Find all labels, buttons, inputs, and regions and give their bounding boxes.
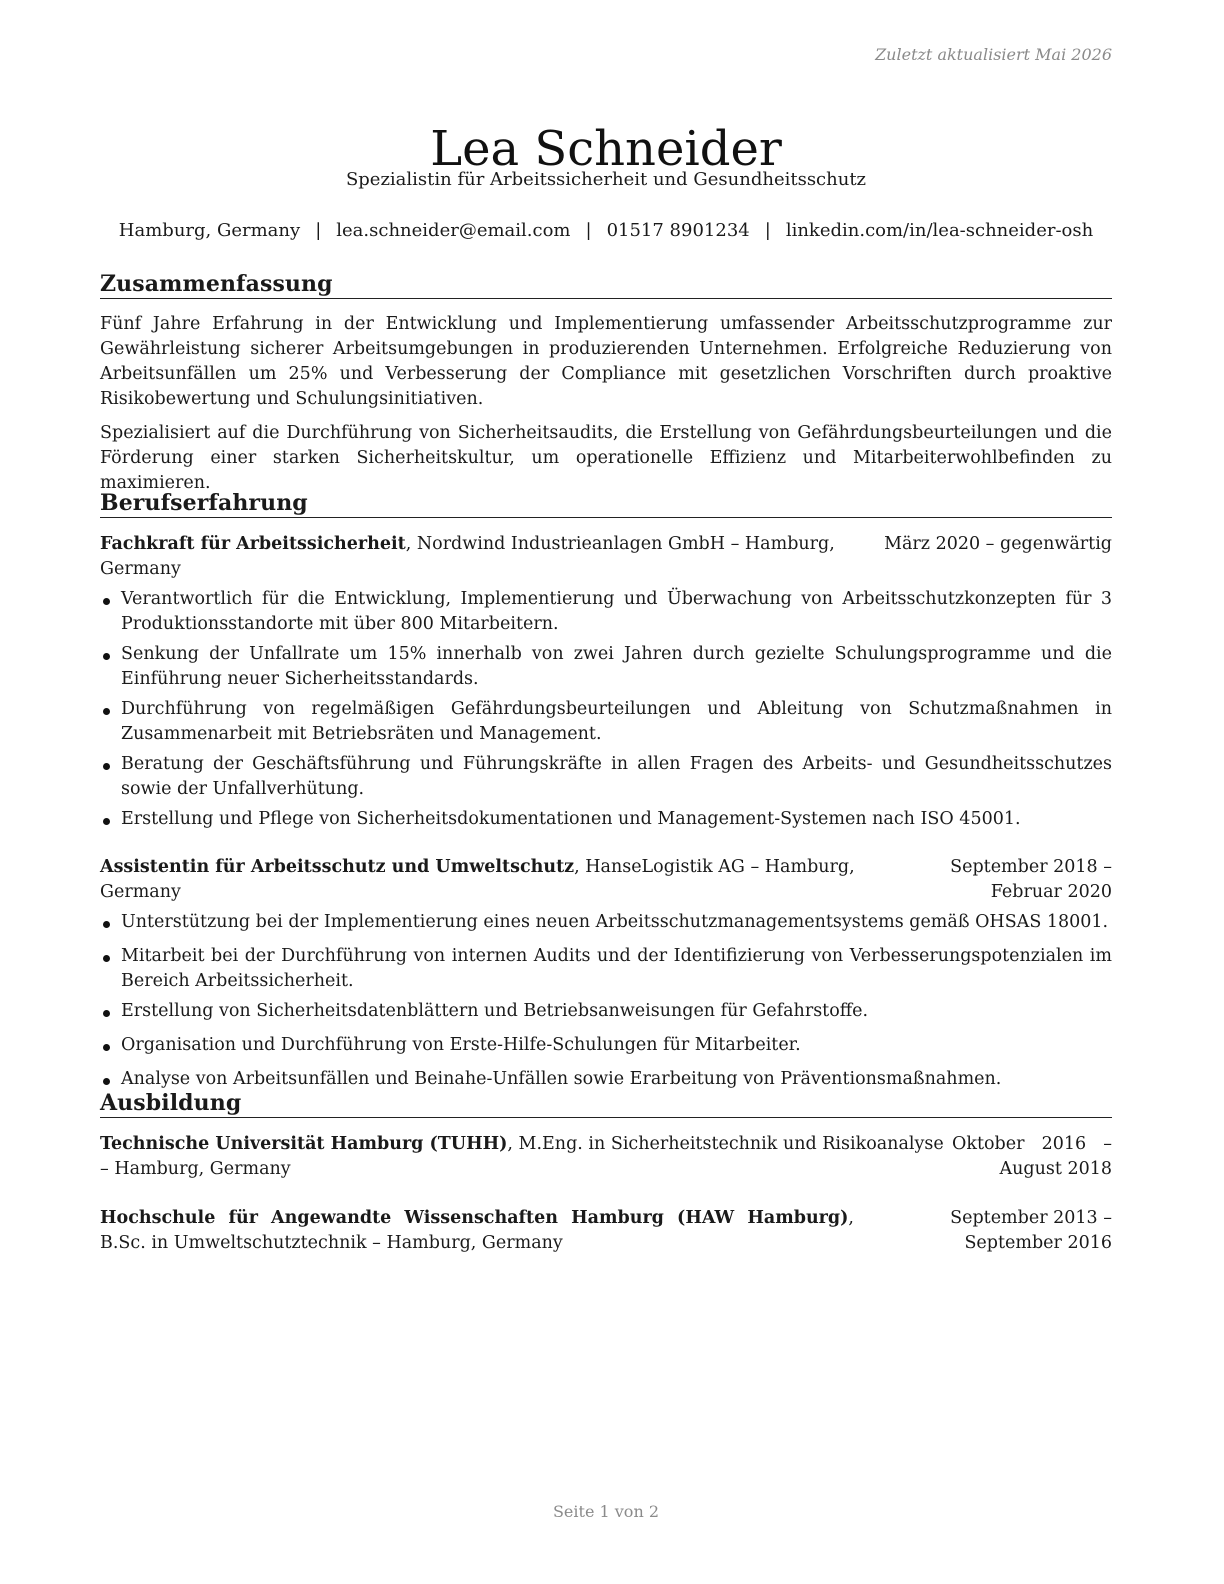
job-entry	[100, 532, 1112, 832]
list-item	[100, 999, 1112, 1024]
job-role-company	[100, 532, 876, 582]
list-item	[100, 944, 1112, 994]
bullet-icon	[103, 708, 110, 715]
education-school: Technische Universität Hamburg (TUHH)	[100, 1134, 508, 1154]
education-degree: , M.Eng. in Sicherheitstechnik und Risikoanalyse – Hamburg, Germany	[100, 1134, 944, 1179]
job-bullet-list	[100, 587, 1112, 832]
bullet-text: Verantwortlich für die Entwicklung, Implementierung und Überwachung von Arbeitsschutzkonzepten für 3 Produktionsstandorte mit über 800 Mitarbeitern.	[121, 589, 1112, 634]
job-header	[100, 855, 1112, 905]
education-degree: , B.Sc. in Umweltschutztechnik – Hamburg, Germany	[100, 1208, 854, 1253]
bullet-icon	[103, 653, 110, 660]
contact-separator: |	[315, 220, 322, 241]
bullet-text: Erstellung von Sicherheitsdatenblättern und Betriebsanweisungen für Gefahrstoffe.	[121, 1001, 869, 1021]
education-section	[100, 1090, 1112, 1256]
summary-section	[100, 271, 1112, 496]
list-item	[100, 697, 1112, 747]
job-dates: September 2018 – Februar 2020	[950, 857, 1112, 902]
experience-section	[100, 490, 1112, 1097]
job-company: , HanseLogistik AG – Hamburg, Germany	[100, 857, 855, 902]
list-item	[100, 1033, 1112, 1058]
section-title-summary: Zusammenfassung	[100, 271, 1112, 299]
bullet-icon	[103, 1044, 110, 1051]
contact-linkedin[interactable]: linkedin.com/in/lea-schneider-osh	[785, 220, 1094, 241]
job-company: , Nordwind Industrieanlagen GmbH – Hamburg, Germany	[100, 534, 835, 579]
bullet-text: Analyse von Arbeitsunfällen und Beinahe-Unfällen sowie Erarbeitung von Präventionsmaßnahmen.	[121, 1069, 1002, 1089]
education-dates: Oktober 2016 – August 2018	[952, 1134, 1112, 1179]
bullet-icon	[103, 598, 110, 605]
bullet-icon	[103, 1010, 110, 1017]
bullet-text: Senkung der Unfallrate um 15% innerhalb von zwei Jahren durch gezielte Schulungsprogramme und die Einführung neuer Sicherheitsstandards.	[121, 644, 1112, 689]
contact-separator: |	[764, 220, 771, 241]
bullet-text: Organisation und Durchführung von Erste-Hilfe-Schulungen für Mitarbeiter.	[121, 1035, 801, 1055]
bullet-text: Mitarbeit bei der Durchführung von internen Audits und der Identifizierung von Verbesserungspotenzialen im Bereich Arbeitssicherheit.	[121, 946, 1112, 991]
education-dates: September 2013 – September 2016	[950, 1208, 1112, 1253]
job-bullet-list	[100, 910, 1112, 1092]
bullet-icon	[103, 921, 110, 928]
contact-location: Hamburg, Germany	[118, 220, 301, 241]
education-entry	[100, 1132, 1112, 1182]
contact-line	[100, 219, 1112, 243]
bullet-icon	[103, 763, 110, 770]
summary-paragraph: Fünf Jahre Erfahrung in der Entwicklung und Implementierung umfassender Arbeitsschutzprogramme zur Gewährleistung sicherer Arbeitsumgebungen in produzierenden Unternehmen. Erfolgreiche Reduzierung von Arbeitsunfällen um 25% und Verbesserung der Compliance mit gesetzlichen Vorschriften durch proaktive Risikobewertung und Schulungsinitiativen.	[100, 314, 1112, 409]
job-title: Spezialistin für Arbeitssicherheit und Gesundheitsschutz	[345, 169, 867, 190]
section-title-experience: Berufserfahrung	[100, 490, 1112, 518]
contact-phone: 01517 8901234	[606, 220, 750, 241]
bullet-icon	[103, 1078, 110, 1085]
list-item	[100, 642, 1112, 692]
list-item	[100, 1067, 1112, 1092]
bullet-icon	[103, 818, 110, 825]
bullet-text: Durchführung von regelmäßigen Gefährdungsbeurteilungen und Ableitung von Schutzmaßnahmen in Zusammenarbeit mit Betriebsräten und Management.	[121, 699, 1112, 744]
last-updated-note: Zuletzt aktualisiert Mai 2026	[875, 45, 1112, 64]
page-number: Seite 1 von 2	[552, 1502, 660, 1521]
list-item	[100, 587, 1112, 637]
list-item	[100, 807, 1112, 832]
bullet-text: Beratung der Geschäftsführung und Führungskräfte in allen Fragen des Arbeits- und Gesundheitsschutzes sowie der Unfallverhütung.	[121, 754, 1112, 799]
list-item	[100, 752, 1112, 802]
section-title-education: Ausbildung	[100, 1090, 1112, 1118]
job-role: Assistentin für Arbeitsschutz und Umweltschutz	[100, 857, 575, 877]
contact-email[interactable]: lea.schneider@email.com	[336, 220, 571, 241]
resume-page	[100, 0, 1112, 1584]
bullet-icon	[103, 955, 110, 962]
list-item	[100, 910, 1112, 935]
education-school-degree	[100, 1206, 854, 1256]
job-role-company	[100, 855, 869, 905]
job-header	[100, 532, 1112, 582]
contact-separator: |	[585, 220, 592, 241]
job-dates: März 2020 – gegenwärtig	[884, 534, 1112, 554]
job-entry	[100, 855, 1112, 1092]
education-school: Hochschule für Angewandte Wissenschaften Hamburg (HAW Hamburg)	[100, 1208, 849, 1228]
education-school-degree	[100, 1132, 944, 1182]
summary-paragraph: Spezialisiert auf die Durchführung von Sicherheitsaudits, die Erstellung von Gefährdungsbeurteilungen und die Förderung einer starken Sicherheitskultur, um operationelle Effizienz und Mitarbeiterwohlbefinden zu maximieren.	[100, 423, 1112, 493]
bullet-text: Erstellung und Pflege von Sicherheitsdokumentationen und Management-Systemen nach ISO 45001.	[121, 809, 1021, 829]
bullet-text: Unterstützung bei der Implementierung eines neuen Arbeitsschutzmanagementsystems gemäß OHSAS 18001.	[121, 912, 1109, 932]
job-role: Fachkraft für Arbeitssicherheit	[100, 534, 406, 554]
candidate-name: Lea Schneider	[430, 121, 782, 178]
education-entry	[100, 1206, 1112, 1256]
